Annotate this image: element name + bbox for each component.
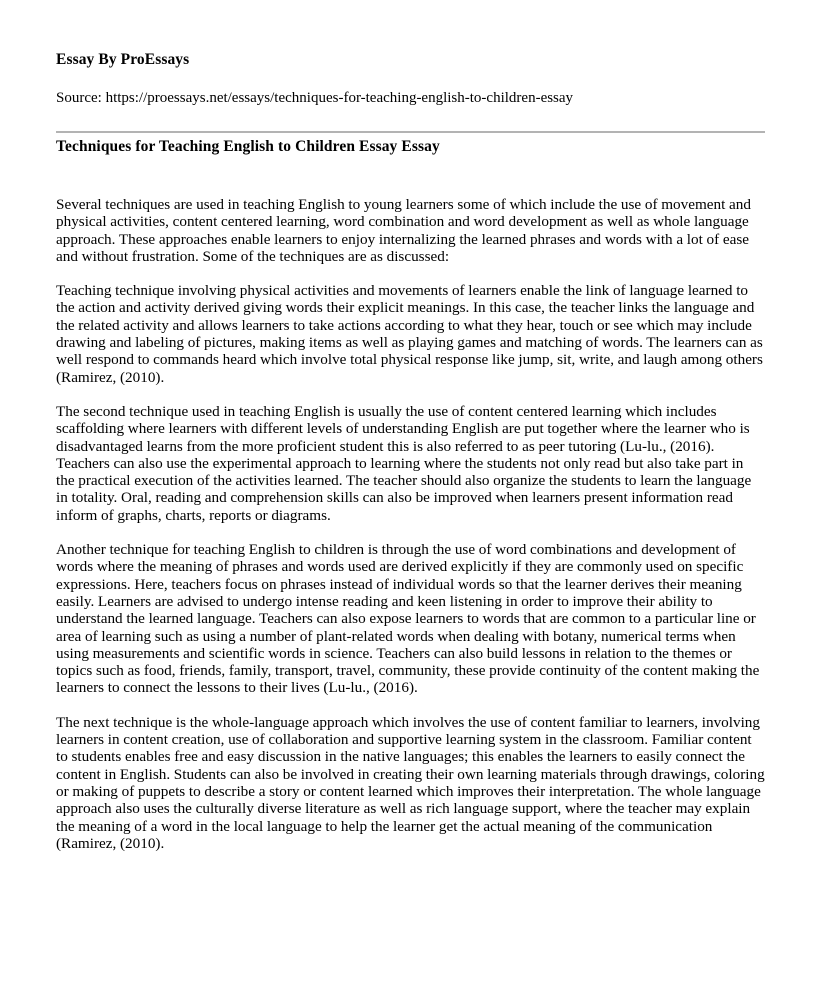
paragraph: The second technique used in teaching English is usually the use of content centered learning which includes scaffolding where learners with different levels of understanding English are put together where the learner who is disadvantaged learns from the more proficient student this is also referred to as peer tutoring (Lu-lu., (2016). Teachers can also use the experimental approach to learning where the students not only read but also take part in the practical execution of the activities learned. The teacher should also organize the students to learn the language in totality. Oral, reading and comprehension skills can also be improved when learners present information read inform of graphs, charts, reports or diagrams. (56, 402, 752, 524)
paragraph: Another technique for teaching English to children is through the use of word combinations and development of words where the meaning of phrases and words used are derived explicitly if they are commonly used on specific expressions. Here, teachers focus on phrases instead of individual words so that the learner derives their meaning easily. Learners are advised to undergo intense reading and keen listening in order to improve their ability to understand the learned language. Teachers can also expose learners to words that are common to a particular line or area of learning such as using a number of plant-related words when dealing with botany, numerical terms when using measurements and scientific words in science. Teachers can also build lessons in relation to the themes or topics such as food, friends, family, transport, travel, community, these provide continuity of the content making the learners to connect the lessons to their lives (Lu-lu., (2016). (56, 541, 760, 697)
site-title: Essay By ProEssays (56, 51, 190, 68)
paragraph: Teaching technique involving physical activities and movements of learners enable the link of language learned to the action and activity derived giving words their explicit meanings. In this case, the teacher links the language and the related activity and allows learners to take actions according to what they hear, touch or see which may include drawing and labeling of pictures, making items as well as playing games and matching of words. The learners can as well respond to commands heard which involve total physical response like jump, sit, write, and laugh among others (Ramirez, (2010). (56, 282, 763, 386)
header-divider (56, 131, 765, 133)
paragraph: The next technique is the whole-language approach which involves the use of content familiar to learners, involving learners in content creation, use of collaboration and supportive learning system in the classroom. Familiar content to students enables free and easy discussion in the native languages; this enables the learners to easily connect the content in English. Students can also be involved in creating their own learning materials through drawings, coloring or making of puppets to describe a story or content learned which improves their interpretation. The whole language approach also uses the culturally diverse literature as well as rich language support, where the teacher may explain the meaning of a word in the local language to help the learner get the actual meaning of the communication (Ramirez, (2010). (56, 713, 765, 852)
essay-title: Techniques for Teaching English to Children Essay Essay (56, 138, 440, 155)
document-content (56, 0, 765, 852)
essay-body (56, 155, 765, 852)
paragraph: Several techniques are used in teaching English to young learners some of which include the use of movement and physical activities, content centered learning, word combination and word development as well as whole language approach. These approaches enable learners to enjoy internalizing the learned phrases and words with a lot of ease and without frustration. Some of the techniques are as discussed: (56, 196, 751, 265)
source-url-line: Source: https://proessays.net/essays/techniques-for-teaching-english-to-children-essay (56, 90, 574, 106)
